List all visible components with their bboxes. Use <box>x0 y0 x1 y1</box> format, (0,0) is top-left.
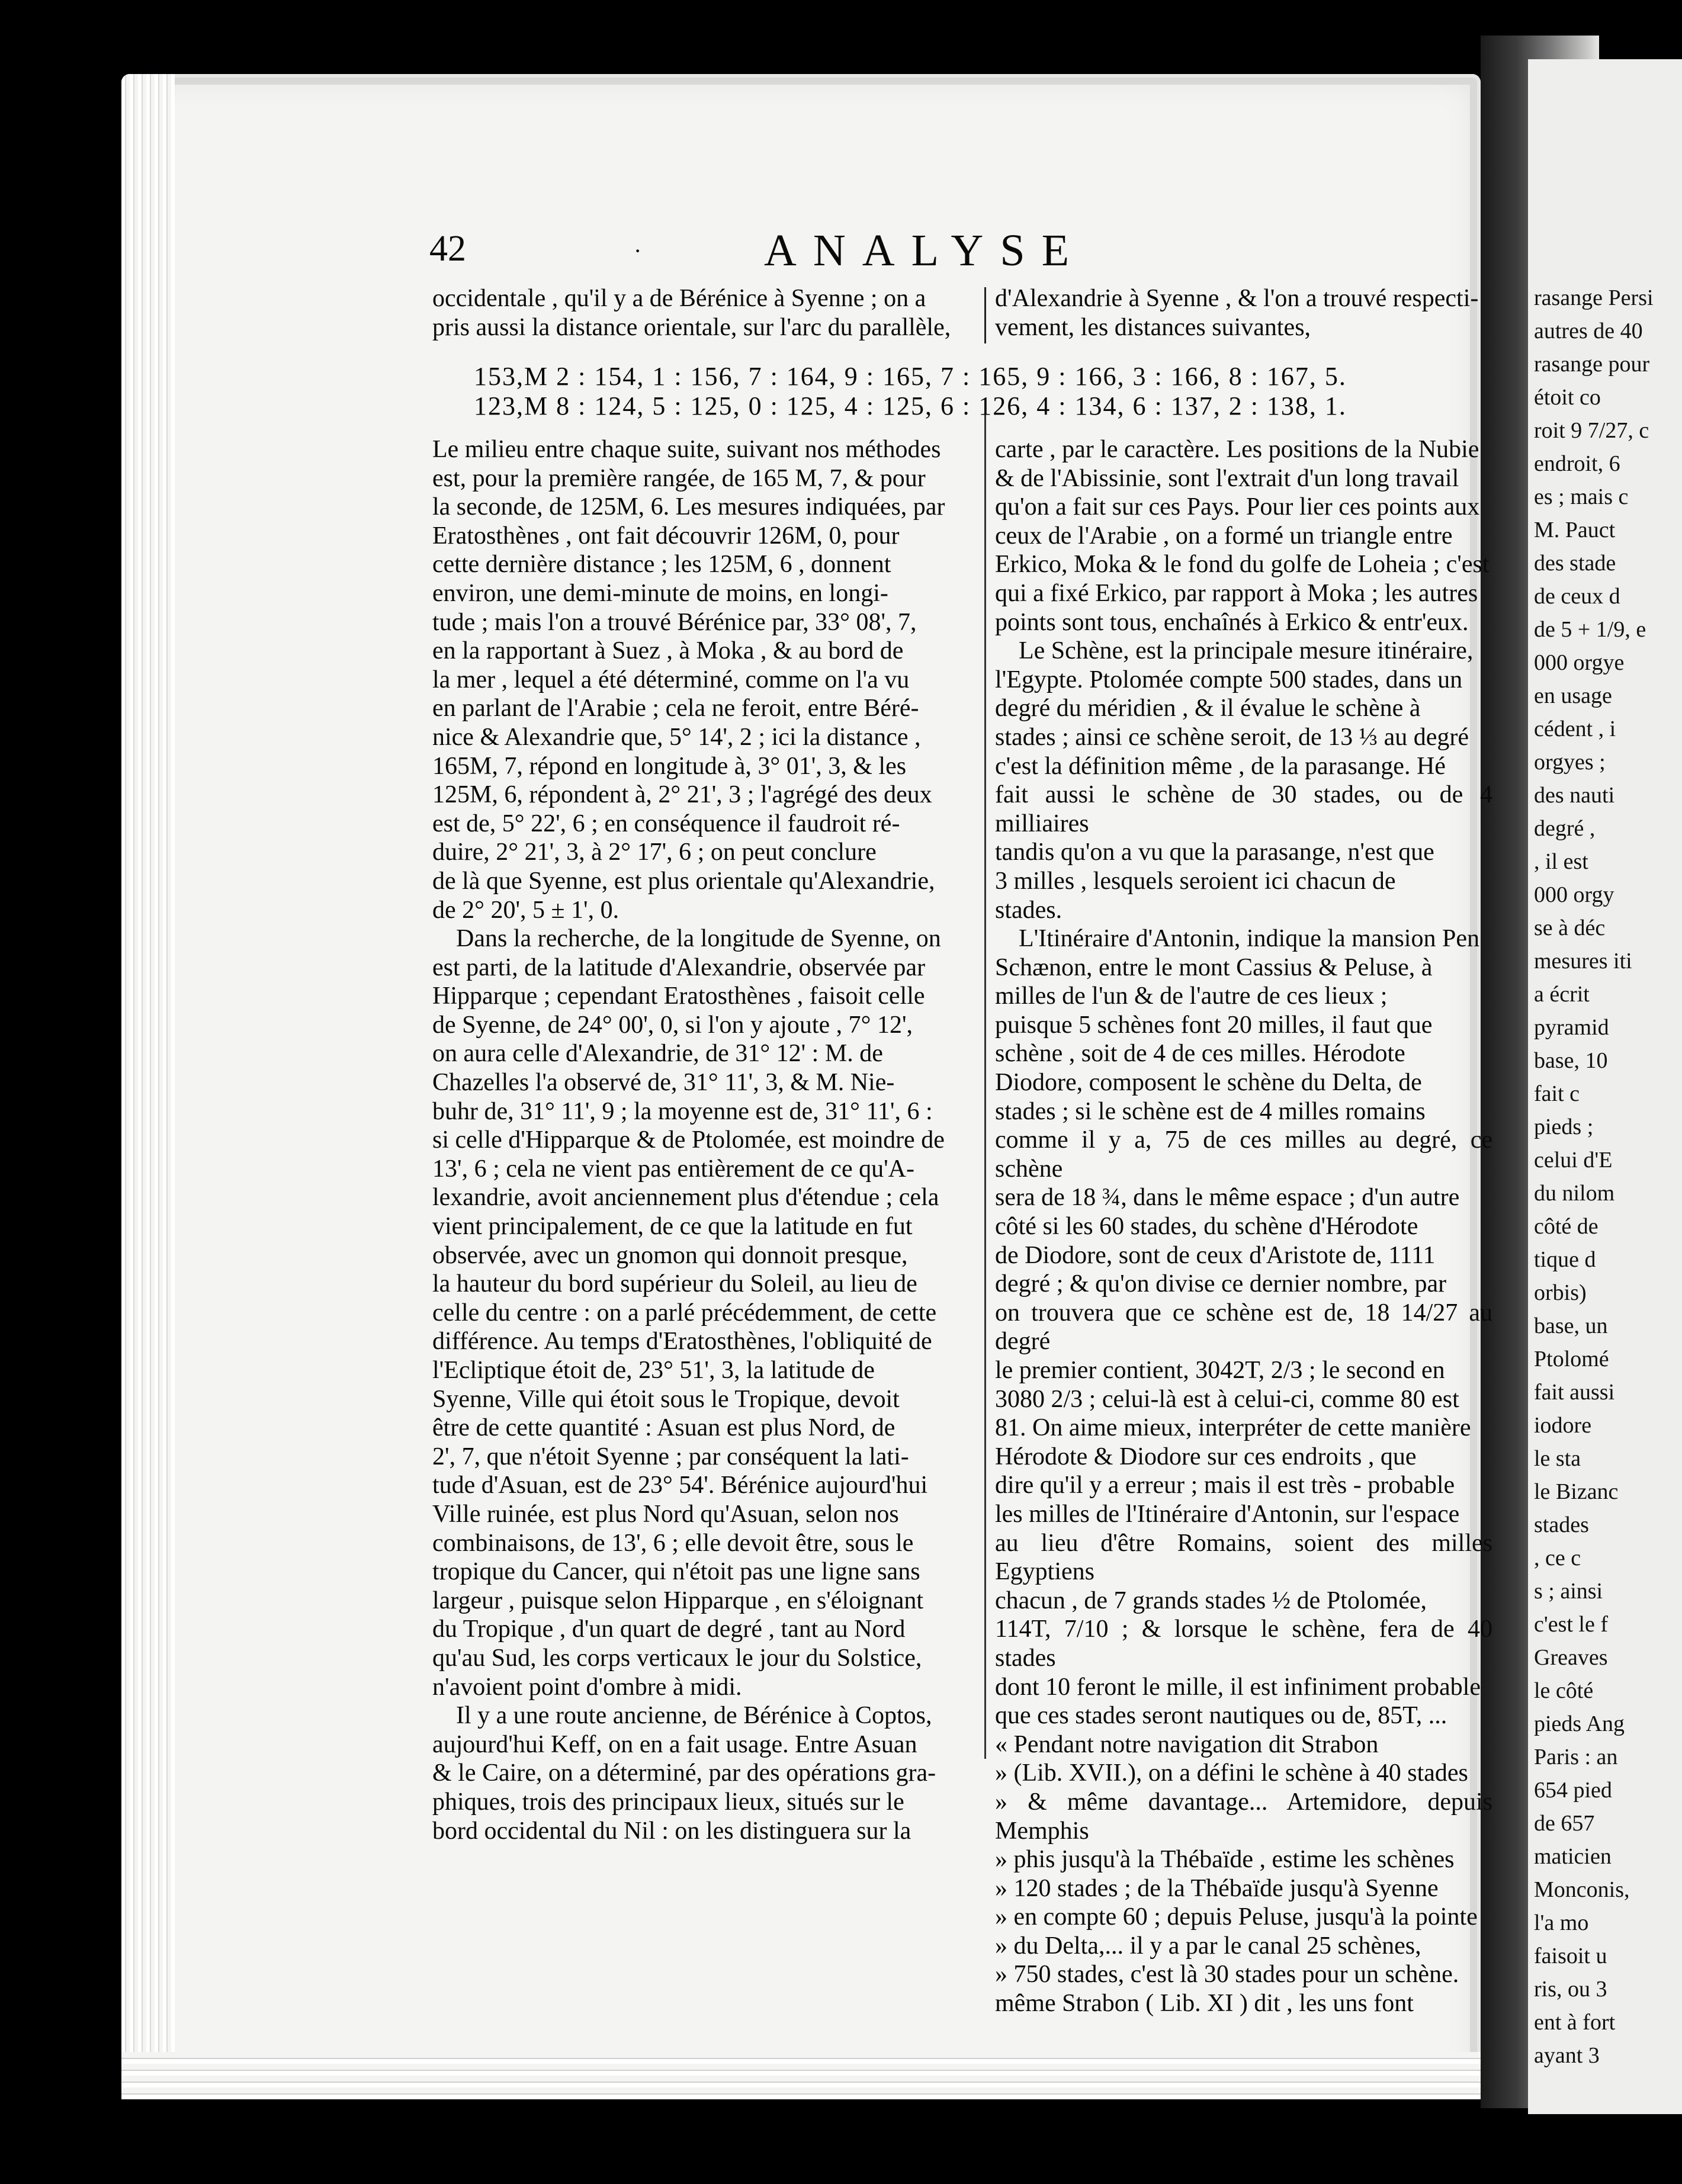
text-line: on trouvera que ce schène est de, 18 14/27 au degré <box>995 1299 1492 1356</box>
facing-text-line: de 5 + 1/9, e <box>1534 617 1646 642</box>
text-line: de là que Syenne, est plus orientale qu'Alexandrie, <box>432 867 935 895</box>
text-line: » en compte 60 ; depuis Peluse, jusqu'à la pointe <box>995 1903 1478 1931</box>
text-line: être de cette quantité : Asuan est plus Nord, de <box>432 1414 895 1442</box>
facing-text-line: iodore <box>1534 1413 1592 1438</box>
facing-text-line: es ; mais c <box>1534 484 1629 509</box>
right-column <box>995 435 1492 2018</box>
text-line: Le Schène, est la principale mesure itinéraire, <box>1019 637 1474 665</box>
text-line: » phis jusqu'à la Thébaïde , estime les schènes <box>995 1846 1455 1874</box>
text-line: si celle d'Hipparque & de Ptolomée, est moindre de <box>432 1126 945 1154</box>
facing-text-line: orgyes ; <box>1534 750 1606 775</box>
text-line: Eratosthènes , ont fait découvrir 126M, 0, pour <box>432 522 900 550</box>
text-line: Il y a une route ancienne, de Bérénice à Coptos, <box>456 1702 932 1730</box>
text-line: tropique du Cancer, qui n'étoit pas une ligne sans <box>432 1558 920 1586</box>
facing-text-line: s ; ainsi <box>1534 1579 1603 1604</box>
text-line: Syenne, Ville qui étoit sous le Tropique, devoit <box>432 1385 900 1413</box>
text-line: degré ; & qu'on divise ce dernier nombre, par <box>995 1270 1447 1298</box>
facing-text-line: orbis) <box>1534 1280 1587 1305</box>
facing-text-line: en usage <box>1534 683 1612 708</box>
text-line: largeur , puisque selon Hipparque , en s'éloignant <box>432 1586 924 1614</box>
facing-text-line: l'a mo <box>1534 1910 1589 1935</box>
text-line: stades ; ainsi ce schène seroit, de 13 ⅓ au degré <box>995 723 1469 751</box>
text-line: » & même davantage... Artemidore, depuis Memphis <box>995 1788 1492 1845</box>
text-line: stades ; si le schène est de 4 milles romains <box>995 1097 1426 1125</box>
facing-text-line: côté de <box>1534 1214 1598 1239</box>
facing-text-line: autres de 40 <box>1534 319 1643 343</box>
text-line: Hipparque ; cependant Eratosthènes , faisoit celle <box>432 982 925 1010</box>
facing-text-line: rasange Persi <box>1534 285 1654 310</box>
facing-text-line: des stade <box>1534 551 1616 576</box>
text-line: 13', 6 ; cela ne vient pas entièrement de ce qu'A- <box>432 1155 914 1183</box>
facing-text-line: degré , <box>1534 816 1596 841</box>
facing-text-line: 000 orgye <box>1534 650 1625 675</box>
text-line: au lieu d'être Romains, soient des milles Egyptiens <box>995 1529 1492 1586</box>
text-line: aujourd'hui Keff, on en a fait usage. Entre Asuan <box>432 1730 917 1758</box>
text-line: la mer , lequel a été déterminé, comme on l'a vu <box>432 666 910 693</box>
text-line: Chazelles l'a observé de, 31° 11', 3, & M. Nie- <box>432 1069 895 1097</box>
text-line: observée, avec un gnomon qui donnoit presque, <box>432 1241 908 1269</box>
text-line: tude d'Asuan, est de 23° 54'. Bérénice aujourd'hui <box>432 1472 928 1499</box>
facing-text-line: ris, ou 3 <box>1534 1977 1607 2002</box>
text-line: 81. On aime mieux, interpréter de cette manière <box>995 1414 1471 1442</box>
text-line: en parlant de l'Arabie ; cela ne feroit, entre Béré- <box>432 695 919 722</box>
text-line: ceux de l'Arabie , on a formé un triangle entre <box>995 522 1453 550</box>
facing-text-line: Greaves <box>1534 1645 1608 1670</box>
facing-text-line: stades <box>1534 1512 1589 1537</box>
left-column <box>432 435 980 1845</box>
text-line: 3080 2/3 ; celui-là est à celui-ci, comme 80 est <box>995 1385 1459 1413</box>
text-line: celle du centre : on a parlé précédemment, de cette <box>432 1299 937 1327</box>
text-line: de Diodore, sont de ceux d'Aristote de, 1111 <box>995 1241 1436 1269</box>
text-line: différence. Au temps d'Eratosthènes, l'obliquité de <box>432 1328 932 1356</box>
facing-text-line: c'est le f <box>1534 1612 1609 1637</box>
facing-text-line: Ptolomé <box>1534 1347 1609 1372</box>
text-line: L'Itinéraire d'Antonin, indique la mansion Pen <box>1019 925 1479 953</box>
facing-text-line: pieds ; <box>1534 1115 1594 1139</box>
facing-text-line: de 657 <box>1534 1811 1595 1836</box>
facing-text-line: roit 9 7/27, c <box>1534 418 1649 443</box>
text-line: « Pendant notre navigation dit Strabon <box>995 1730 1379 1758</box>
text-line: l'Egypte. Ptolomée compte 500 stades, dans un <box>995 666 1463 693</box>
text-line: les milles de l'Itinéraire d'Antonin, sur l'espace <box>995 1500 1460 1528</box>
text-line: » 750 stades, c'est là 30 stades pour un schène. <box>995 1961 1459 1989</box>
top-left-text <box>432 284 980 342</box>
facing-text-line: Paris : an <box>1534 1745 1618 1769</box>
text-line: est de, 5° 22', 6 ; en conséquence il faudroit ré- <box>432 810 900 837</box>
text-line: 3 milles , lesquels seroient ici chacun de <box>995 867 1396 895</box>
text-line: dire qu'il y a erreur ; mais il est très - probable <box>995 1472 1455 1499</box>
text-line: chacun , de 7 grands stades ½ de Ptolomée, <box>995 1586 1427 1614</box>
top-right-text <box>995 284 1492 342</box>
text-line: degré du méridien , & il évalue le schène à <box>995 695 1421 722</box>
column-rule <box>984 415 986 1759</box>
text-line: cette dernière distance ; les 125M, 6 , donnent <box>432 551 891 579</box>
facing-text-line: , ce c <box>1534 1546 1581 1570</box>
text-line: dont 10 feront le mille, il est infiniment probable <box>995 1673 1481 1701</box>
text-line: Hérodote & Diodore sur ces endroits , que <box>995 1443 1417 1470</box>
text-line: d'Alexandrie à Syenne , & l'on a trouvé respecti- <box>995 285 1479 312</box>
text-line: & le Caire, on a déterminé, par des opérations gra- <box>432 1759 936 1787</box>
page-number: 42 <box>429 229 466 269</box>
text-line: pris aussi la distance orientale, sur l'arc du parallèle, <box>432 313 951 341</box>
text-line: lexandrie, avoit anciennement plus d'étendue ; cela <box>432 1184 939 1212</box>
text-line: points sont tous, enchaînés à Erkico & entr'eux. <box>995 608 1469 636</box>
facing-text-line: base, 10 <box>1534 1048 1608 1073</box>
text-line: Erkico, Moka & le fond du golfe de Loheia ; c'est <box>995 551 1490 579</box>
facing-text-line: 654 pied <box>1534 1778 1612 1803</box>
text-line: que ces stades seront nautiques ou de, 85T, ... <box>995 1702 1447 1730</box>
text-line: Ville ruinée, est plus Nord qu'Asuan, selon nos <box>432 1500 899 1528</box>
text-line: nice & Alexandrie que, 5° 14', 2 ; ici la distance , <box>432 723 921 751</box>
facing-text-line: fait aussi <box>1534 1380 1615 1405</box>
facing-text-line: faisoit u <box>1534 1944 1607 1968</box>
text-line: est parti, de la latitude d'Alexandrie, observée par <box>432 953 926 981</box>
facing-page-text <box>1534 281 1682 2072</box>
text-line: & de l'Abissinie, sont l'extrait d'un long travail <box>995 464 1459 492</box>
text-line: » 120 stades ; de la Thébaïde jusqu'à Syenne <box>995 1874 1439 1902</box>
facing-text-line: fait c <box>1534 1081 1580 1106</box>
text-line: la seconde, de 125M, 6. Les mesures indiquées, par <box>432 493 945 521</box>
text-line: Diodore, composent le schène du Delta, de <box>995 1069 1422 1097</box>
text-line: combinaisons, de 13', 6 ; elle devoit être, sous le <box>432 1529 914 1557</box>
text-line: Schænon, entre le mont Cassius & Peluse, à <box>995 953 1433 981</box>
text-line: vient principalement, de ce que la latitude en fut <box>432 1213 913 1241</box>
text-line: buhr de, 31° 11', 9 ; la moyenne est de, 31° 11', 6 : <box>432 1097 933 1125</box>
text-line: 125M, 6, répondent à, 2° 21', 3 ; l'agrégé des deux <box>432 781 932 809</box>
text-line: 165M, 7, répond en longitude à, 3° 01', 3, & les <box>432 752 907 780</box>
text-line: schène , soit de 4 de ces milles. Hérodote <box>995 1040 1405 1068</box>
facing-text-line: le Bizanc <box>1534 1479 1619 1504</box>
text-line: on aura celle d'Alexandrie, de 31° 12' : M. de <box>432 1040 883 1068</box>
text-line: c'est la définition même , de la parasange. Hé <box>995 752 1446 780</box>
facing-text-line: endroit, 6 <box>1534 451 1620 476</box>
running-head: ANALYSE <box>764 226 1086 275</box>
facing-text-line: étoit co <box>1534 385 1601 410</box>
text-line: le premier contient, 3042T, 2/3 ; le second en <box>995 1357 1445 1384</box>
text-line: qu'au Sud, les corps verticaux le jour du Solstice, <box>432 1644 922 1672</box>
text-line: milles de l'un & de l'autre de ces lieux ; <box>995 982 1388 1010</box>
text-line: fait aussi le schène de 30 stades, ou de 4 milliaires <box>995 781 1492 837</box>
facing-text-line: ent à fort <box>1534 2010 1616 2035</box>
text-line: 2', 7, que n'étoit Syenne ; par conséquent la lati- <box>432 1443 909 1470</box>
facing-text-line: de ceux d <box>1534 584 1620 609</box>
distance-row-2: 123,M 8 : 124, 5 : 125, 0 : 125, 4 : 125, 6 : 126, 4 : 134, 6 : 137, 2 : 138, 1. <box>474 391 1347 420</box>
text-line: » (Lib. XVII.), on a défini le schène à 40 stades <box>995 1759 1468 1787</box>
text-line: stades. <box>995 896 1063 924</box>
distance-row-1: 153,M 2 : 154, 1 : 156, 7 : 164, 9 : 165, 7 : 165, 9 : 166, 3 : 166, 8 : 167, 5. <box>474 362 1347 391</box>
facing-text-line: maticien <box>1534 1844 1612 1869</box>
text-line: carte , par le caractère. Les positions de la Nubie <box>995 436 1479 463</box>
facing-text-line: base, un <box>1534 1313 1608 1338</box>
text-line: Dans la recherche, de la longitude de Syenne, on <box>456 925 941 953</box>
text-line: duire, 2° 21', 3, à 2° 17', 6 ; on peut conclure <box>432 839 877 866</box>
text-line: tude ; mais l'on a trouvé Bérénice par, 33° 08', 7, <box>432 608 917 636</box>
text-line: environ, une demi-minute de moins, en longi- <box>432 579 888 607</box>
facing-text-line: cédent , i <box>1534 717 1616 741</box>
facing-text-line: mesures iti <box>1534 949 1632 974</box>
text-line: l'Ecliptique étoit de, 23° 51', 3, la latitude de <box>432 1357 875 1384</box>
text-line: du Tropique , d'un quart de degré , tant au Nord <box>432 1615 906 1643</box>
text-line: » du Delta,... il y a par le canal 25 schènes, <box>995 1932 1421 1960</box>
facing-text-line: ayant 3 <box>1534 2043 1600 2068</box>
text-line: qui a fixé Erkico, par rapport à Moka ; les autres <box>995 579 1478 607</box>
facing-text-line: pieds Ang <box>1534 1711 1625 1736</box>
text-line: occidentale , qu'il y a de Bérénice à Syenne ; on a <box>432 285 926 312</box>
text-line: n'avoient point d'ombre à midi. <box>432 1673 742 1701</box>
text-line: sera de 18 ¾, dans le même espace ; d'un autre <box>995 1184 1460 1212</box>
text-line: la hauteur du bord supérieur du Soleil, au lieu de <box>432 1270 917 1298</box>
facing-text-line: le côté <box>1534 1678 1594 1703</box>
facing-text-line: se à déc <box>1534 916 1606 940</box>
facing-text-line: rasange pour <box>1534 352 1650 377</box>
facing-text-line: celui d'E <box>1534 1148 1613 1173</box>
text-line: puisque 5 schènes font 20 milles, il faut que <box>995 1011 1433 1039</box>
text-line: de Syenne, de 24° 00', 0, si l'on y ajoute , 7° 12', <box>432 1011 913 1039</box>
text-line: tandis qu'on a vu que la parasange, n'est que <box>995 839 1434 866</box>
facing-text-line: Monconis, <box>1534 1877 1630 1902</box>
facing-text-line: , il est <box>1534 849 1588 874</box>
text-line: est, pour la première rangée, de 165 M, 7, & pour <box>432 464 926 492</box>
column-rule-top <box>984 287 986 343</box>
facing-text-line: tique d <box>1534 1247 1596 1272</box>
text-line: même Strabon ( Lib. XI ) dit , les uns font <box>995 1990 1414 2018</box>
text-line: qu'on a fait sur ces Pays. Pour lier ces points aux <box>995 493 1480 521</box>
text-line: vement, les distances suivantes, <box>995 313 1311 341</box>
facing-text-line: M. Pauct <box>1534 518 1616 542</box>
text-line: phiques, trois des principaux lieux, situés sur le <box>432 1788 904 1816</box>
text-line: de 2° 20', 5 ± 1', 0. <box>432 896 619 924</box>
text-line: comme il y a, 75 de ces milles au degré, ce schène <box>995 1126 1492 1183</box>
facing-text-line: 000 orgy <box>1534 882 1614 907</box>
facing-page <box>1528 59 1682 2114</box>
facing-text-line: des nauti <box>1534 783 1615 808</box>
text-line: 114T, 7/10 ; & lorsque le schène, fera de 40 stades <box>995 1615 1492 1672</box>
facing-text-line: a écrit <box>1534 982 1590 1007</box>
text-line: en la rapportant à Suez , à Moka , & au bord de <box>432 637 904 665</box>
text-line: bord occidental du Nil : on les distinguera sur la <box>432 1817 911 1845</box>
text-line: Le milieu entre chaque suite, suivant nos méthodes <box>432 436 941 463</box>
facing-text-line: pyramid <box>1534 1015 1609 1040</box>
facing-text-line: du nilom <box>1534 1181 1615 1206</box>
header-dot: · <box>634 237 642 264</box>
text-line: côté si les 60 stades, du schène d'Hérodote <box>995 1213 1418 1241</box>
facing-text-line: le sta <box>1534 1446 1581 1471</box>
